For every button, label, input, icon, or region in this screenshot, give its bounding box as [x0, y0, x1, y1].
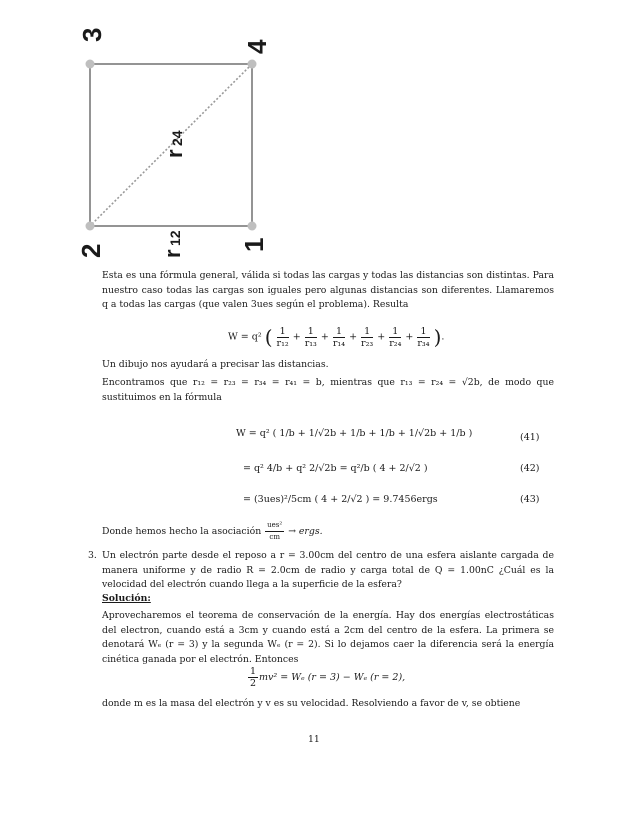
eq1-term-3: r₁₄ — [332, 337, 346, 349]
paragraph-energy: Aprovecharemos el teorema de conservación de la energía. Hay dos energías electrostáticas del electron, cuando está a 3cm y cuando está a 2cm del centro de la esfera. La primera se denotará Wₑ (r = 3) y la segunda Wₑ (r = 2). Si lo dejamos caer la diferencia será la energía cinética ganada por el electrón. Entonces — [102, 610, 554, 665]
equation-kinetic-energy: $\frac{1}{2}$ mv² = Wₑ (r = 3) − Wₑ (r = 2), — [250, 666, 406, 689]
diag-label-sub: 24 — [169, 130, 185, 146]
eq1-term-1: r₁₂ — [276, 337, 289, 349]
eq1-lhs: W = q² — [228, 331, 262, 343]
bottom-label-sub: 12 — [167, 230, 183, 246]
paragraph-solve: donde m es la masa del electrón y v es su velocidad. Resolviendo a favor de v, se obtiene — [102, 698, 521, 709]
solution-heading: Solución: — [102, 593, 151, 604]
equation-43: = (3ues)²/5cm ( 4 + 2/√2 ) = 9.7456ergs — [243, 494, 438, 505]
item-3-number: 3. — [88, 550, 97, 561]
bottom-label-r: r — [160, 249, 185, 258]
equation-42-number: (42) — [520, 463, 540, 474]
paragraph-intro: Esta es una fórmula general, válida si todas las cargas y todas las distancias son distintas. Para nuestro caso todas las cargas son iguales pero algunas distancias son diferentes. Llamaremos q a todas las cargas (que valen 3ues según el problema). Resulta — [102, 270, 554, 311]
equation-41-number: (41) — [520, 432, 540, 443]
charge-4-dot — [248, 60, 257, 69]
equation-general-w: W = q² ( $\frac{1}{\text{r₁₂}}$ + $\frac{1}{\text{r₁₃}}$ + $\frac{1}{\text{r₁₄}}$ + $\frac{1}{\text{r₂₃}}$ + $\frac{1}{\text{r₂₄}}$ + $\frac{1}{\text{r₃₄}}$ ). — [228, 325, 445, 349]
paragraph-drawing: Un dibujo nos ayudará a precisar las distancias. — [102, 359, 329, 370]
item-3-text: Un electrón parte desde el reposo a r = 3.00cm del centro de una esfera aislante cargada de manera uniforme y de radio R = 2.0cm de radio y carga total de Q = 1.00nC ¿Cuál es la velocidad del electrón cuando llega a la superficie de la esfera? — [102, 550, 554, 591]
eq1-term-5: r₂₄ — [389, 337, 402, 349]
charge-square-figure — [0, 0, 638, 270]
corner-label-2: 2 — [76, 243, 106, 258]
page-number: 11 — [308, 734, 320, 745]
charge-2-dot — [86, 222, 95, 231]
eq1-term-2: r₁₃ — [304, 337, 317, 349]
equation-41: W = q² ( 1/b + 1/√2b + 1/b + 1/b + 1/√2b + 1/b ) — [236, 428, 473, 439]
charge-3-dot — [86, 60, 95, 69]
corner-label-4: 4 — [242, 39, 272, 54]
diag-label-r: r — [162, 149, 187, 158]
paragraph-association: Donde hemos hecho la asociación $\frac{\text{ues²}}{cm}$ → ergs. — [102, 521, 323, 541]
eq1-term-4: r₂₃ — [361, 337, 374, 349]
charge-1-dot — [248, 222, 257, 231]
corner-label-1: 1 — [239, 237, 269, 252]
equation-42: = q² 4/b + q² 2/√2b = q²/b ( 4 + 2/√2 ) — [243, 463, 428, 474]
corner-label-3: 3 — [77, 27, 107, 42]
eq1-term-6: r₃₄ — [417, 337, 430, 349]
equation-43-number: (43) — [520, 494, 540, 505]
paragraph-distances: Encontramos que r₁₂ = r₂₃ = r₃₄ = r₄₁ = b, mientras que r₁₃ = r₂₄ = √2b, de modo que sustituimos en la fórmula — [102, 377, 554, 403]
